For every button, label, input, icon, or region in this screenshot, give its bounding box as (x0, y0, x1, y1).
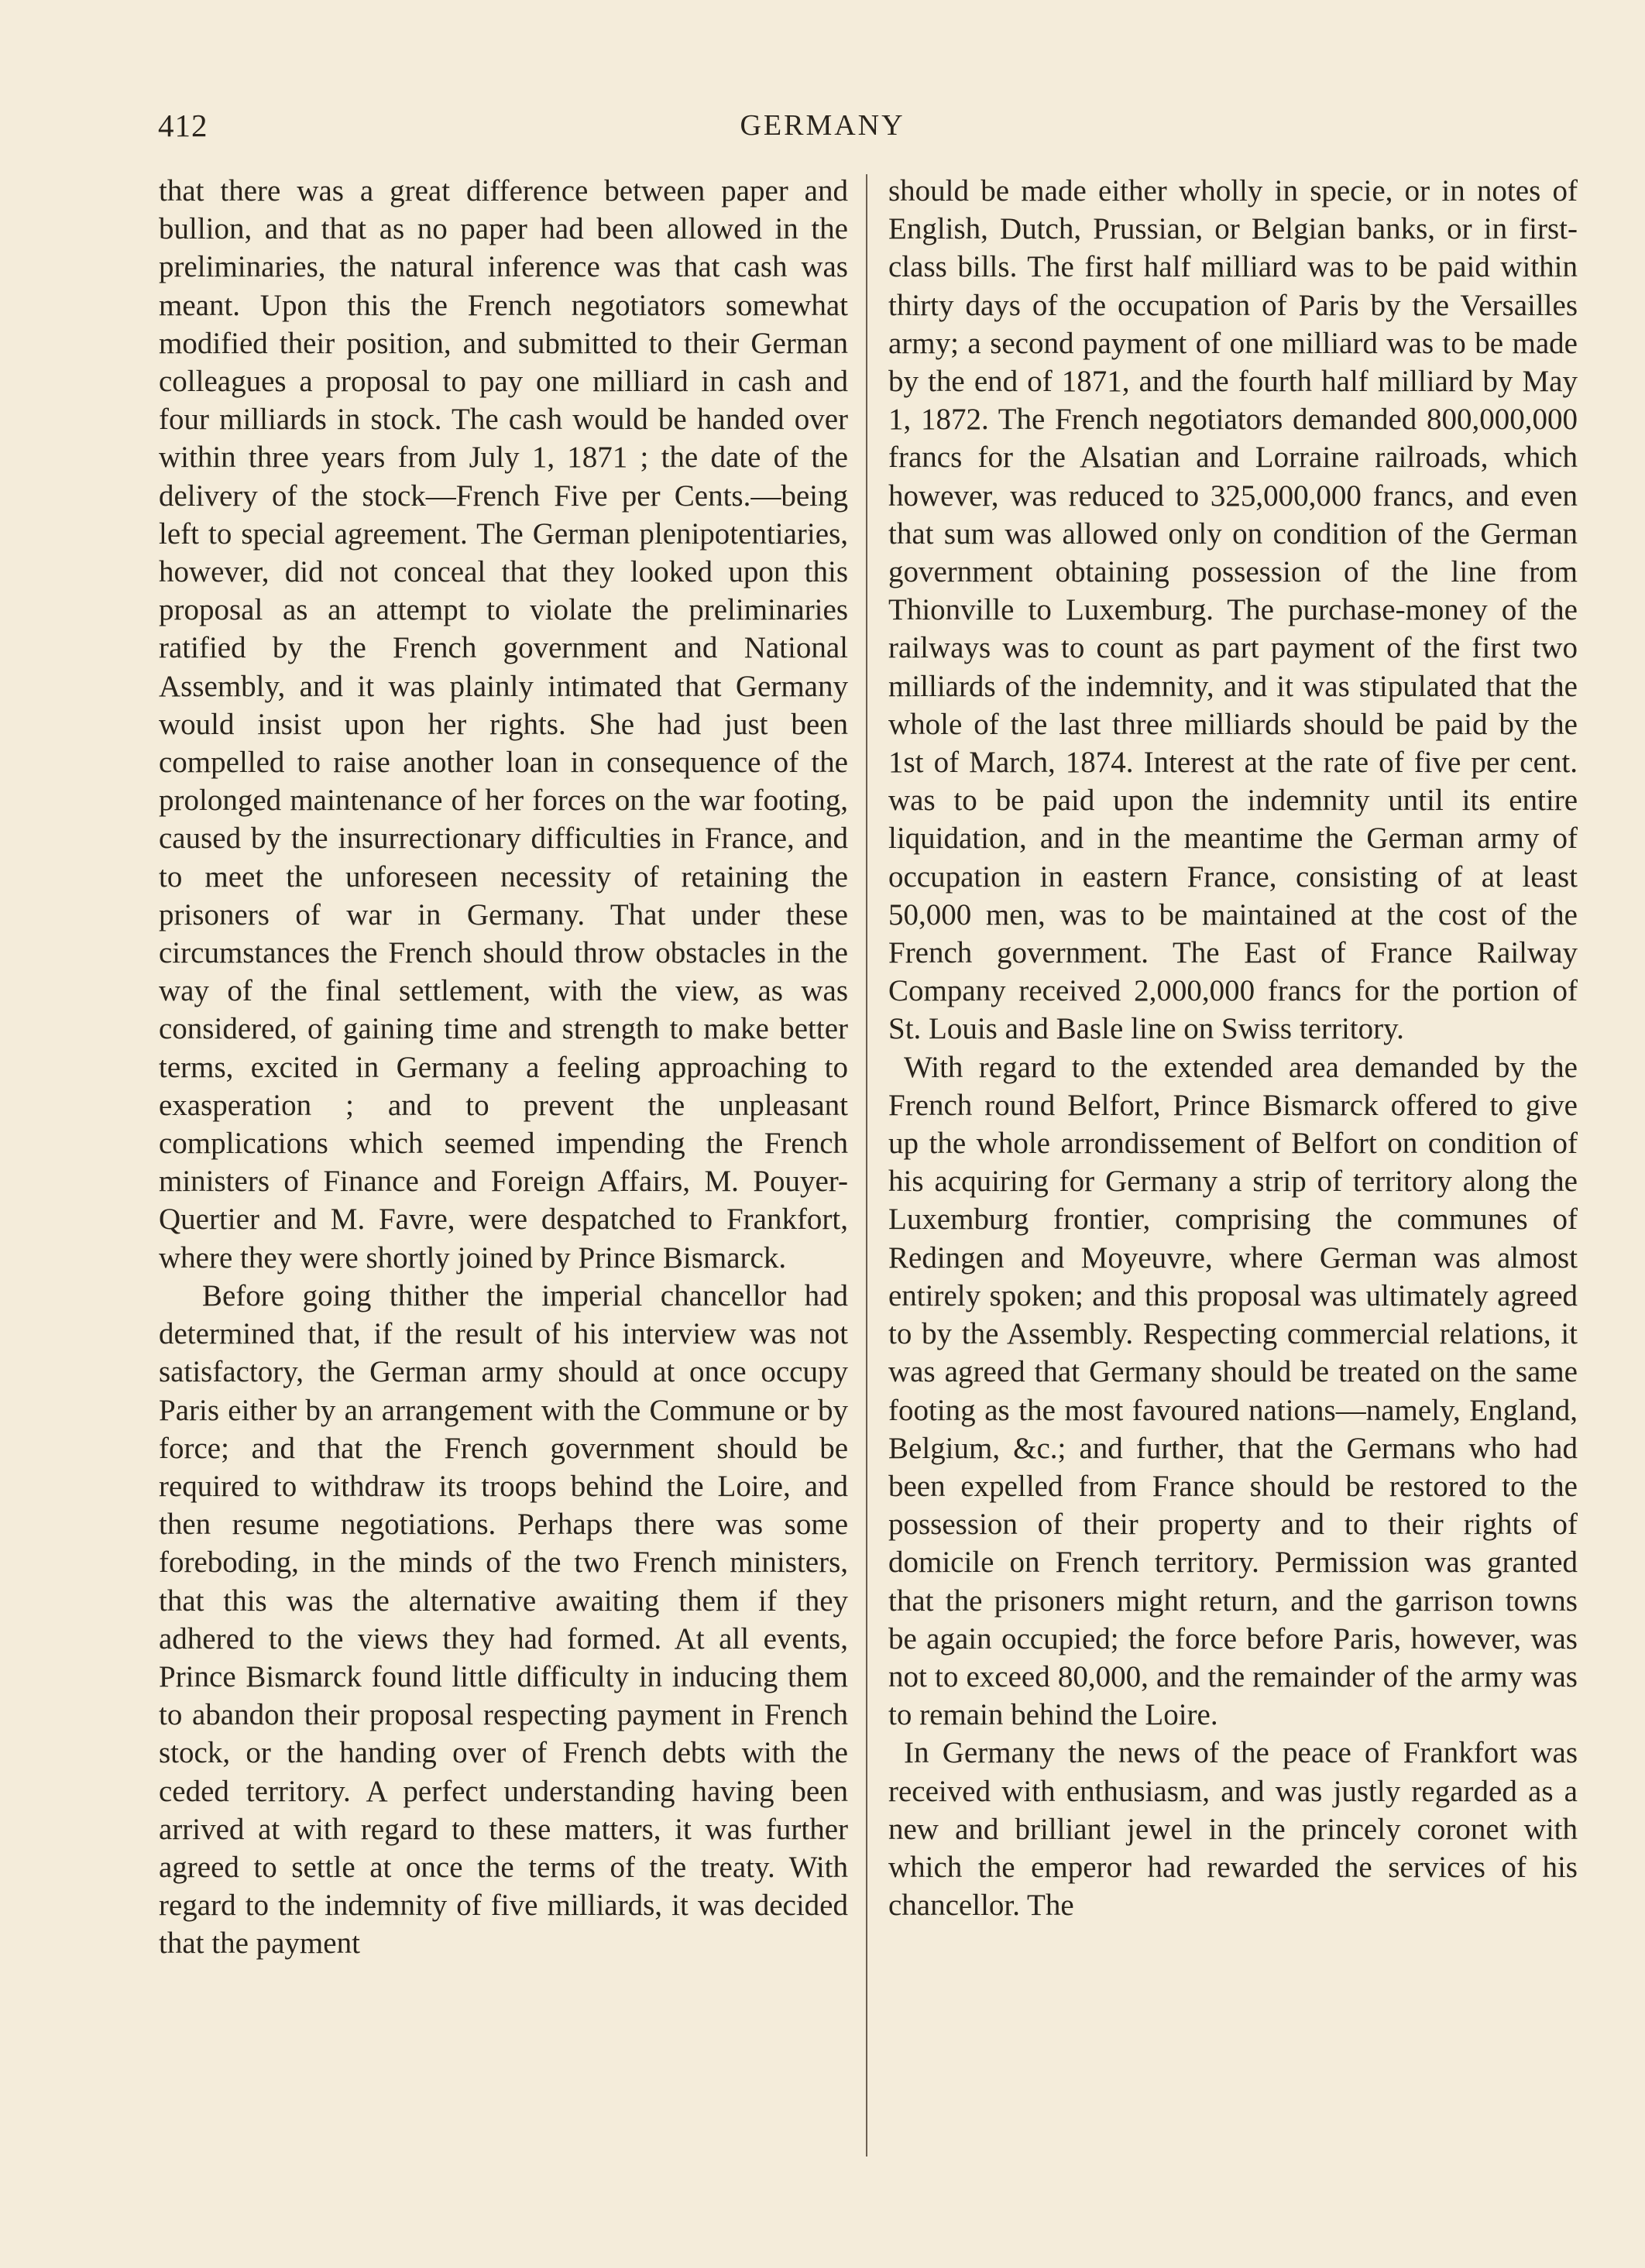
paragraph: should be made either wholly in specie, or in notes of English, Dutch, Prussian, or Belgian banks, or in first-class bills. The first half milliard was to be paid within thirty days of the occupation of Paris by the Versailles army; a second payment of one milliard was to be made by the end of 1871, and the fourth half milliard by May 1, 1872. The French negotiators demanded 800,000,000 francs for the Alsatian and Lorraine railroads, which however, was reduced to 325,000,000 francs, and even that sum was allowed only on condition of the German government obtaining possession of the line from Thionville to Luxemburg. The purchase-money of the railways was to count as part payment of the first two milliards of the indemnity, and it was stipulated that the whole of the last three milliards should be paid by the 1st of March, 1874. Interest at the rate of five per cent. was to be paid upon the indemnity until its entire liquidation, and in the meantime the German army of occupation in eastern France, consisting of at least 50,000 men, was to be maintained at the cost of the French government. The East of France Railway Company received 2,000,000 francs for the portion of St. Louis and Basle line on Swiss territory. (888, 174, 1578, 1046)
paragraph: In Germany the news of the peace of Frankfort was received with enthusiasm, and was justly regarded as a new and brilliant jewel in the princely coronet with which the emperor had rewarded the services of his chancellor. The (888, 1736, 1578, 1923)
paragraph: With regard to the extended area demanded by the French round Belfort, Prince Bismarck offered to give up the whole arrondissement of Belfort on condition of his acquiring for Germany a strip of territory along the Luxemburg frontier, comprising the communes of Redingen and Moyeuvre, where German was almost entirely spoken; and this proposal was ultimately agreed to by the Assembly. Respecting commercial relations, it was agreed that Germany should be treated on the same footing as the most favoured nations—namely, England, Belgium, &c.; and further, that the Germans who had been expelled from France should be restored to the possession of their property and to their rights of domicile on French territory. Permission was granted that the prisoners might return, and the garrison towns be again occupied; the force before Paris, however, was not to exceed 80,000, and the remainder of the army was to remain behind the Loire. (888, 1050, 1578, 1732)
column-divider (866, 174, 867, 2156)
page-number: 412 (158, 108, 208, 143)
paragraph: that there was a great difference between paper and bullion, and that as no paper had been allowed in the preliminaries, the natural inference was that cash was meant. Upon this the French negotiators somewhat modified their position, and submitted to their German colleagues a proposal to pay one milliard in cash and four milliards in stock. The cash would be handed over within three years from July 1, 1871 ; the date of the delivery of the stock—French Five per Cents.—being left to special agreement. The German plenipotentiaries, however, did not conceal that they looked upon this proposal as an attempt to violate the preliminaries ratified by the French government and National Assembly, and it was plainly intimated that Germany would insist upon her rights. She had just been compelled to raise another loan in consequence of the prolonged maintenance of her forces on the war footing, caused by the insurrectionary difficulties in France, and to meet the unforeseen necessity of retaining the prisoners of war in Germany. That under these circumstances the French should throw obstacles in the way of the final settlement, with the view, as was considered, of gaining time and strength to make better terms, excited in Germany a feeling approaching to exasperation ; and to prevent the unpleasant complications which seemed impending the French ministers of Finance and Foreign Affairs, M. Pouyer-Quertier and M. Favre, were despatched to Frankfort, where they were shortly joined by Prince Bismarck. (159, 174, 848, 1275)
paragraph: Before going thither the imperial chancellor had determined that, if the result of his interview was not satisfactory, the German army should at once occupy Paris either by an arrangement with the Commune or by force; and that the French government should be required to withdraw its troops behind the Loire, and then resume negotiations. Perhaps there was some foreboding, in the minds of the two French ministers, that this was the alternative awaiting them if they adhered to the views they had formed. At all events, Prince Bismarck found little difficulty in inducing them to abandon their proposal respecting payment in French stock, or the handing over of French debts with the ceded territory. A perfect understanding having been arrived at with regard to these matters, it was further agreed to settle at once the terms of the treaty. With regard to the indemnity of five milliards, it was decided that the payment (159, 1278, 848, 1961)
running-title: GERMANY (740, 109, 905, 142)
left-column (159, 172, 848, 1963)
right-column (888, 172, 1578, 1924)
